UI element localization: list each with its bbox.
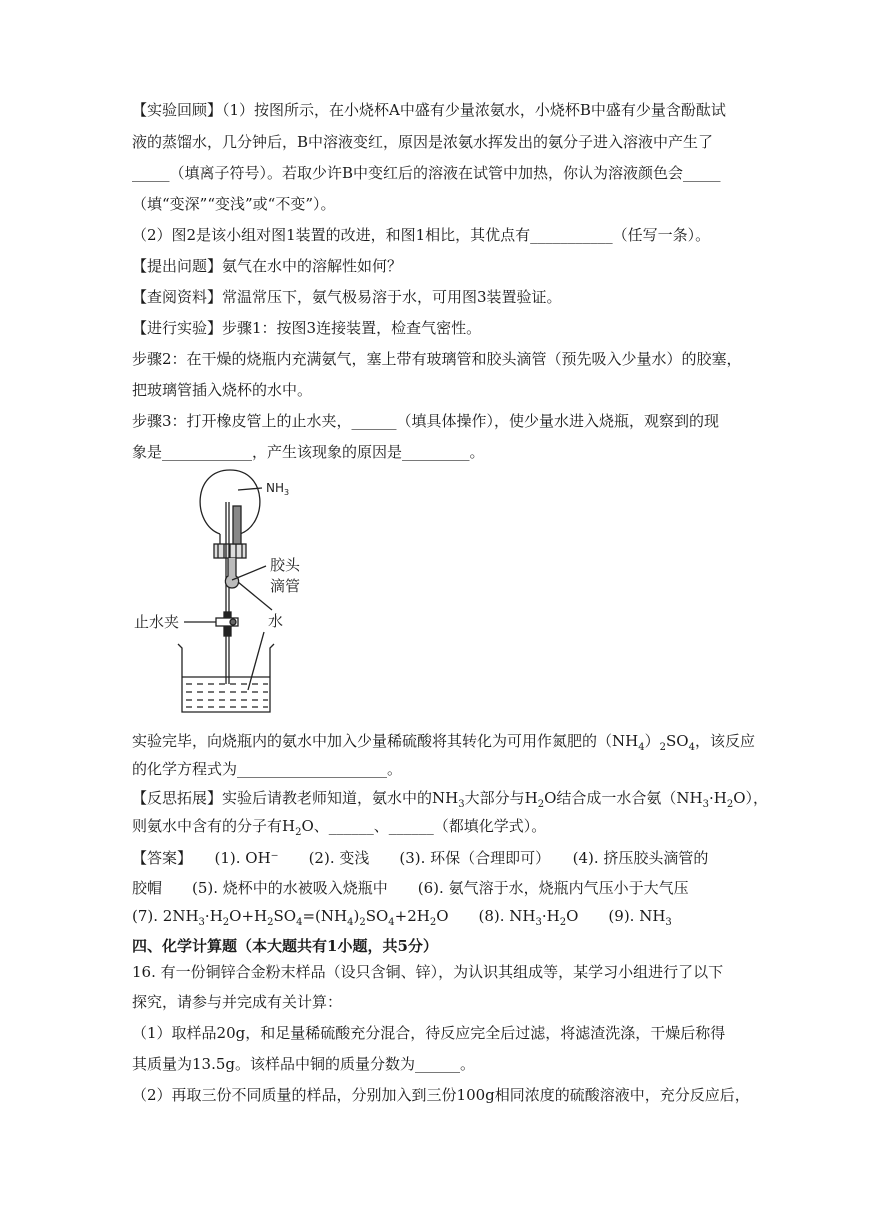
label-clamp: 止水夹 — [134, 613, 180, 631]
q16-line-2: 探究，请参与并完成有关计算： — [132, 993, 343, 1011]
answer-line-2: 胶帽 (5). 烧杯中的水被吸入烧瓶中 (6). 氨气溶于水，烧瓶内气压小于大气压 — [132, 879, 689, 897]
review-line-2: 液的蒸馏水，几分钟后，B中溶液变红，原因是浓氨水挥发出的氨分子进入溶液中产生了 — [132, 133, 714, 151]
step2-line-2: 把玻璃管插入烧杯的水中。 — [132, 381, 313, 399]
dropper-inside — [233, 506, 241, 544]
label-nh3: $NH_3$ — [266, 481, 290, 497]
review-line-4: （填“变深”“变浅”或“不变”）。 — [132, 195, 336, 213]
review-line-3: _____（填离子符号）。若取少许B中变红后的溶液在试管中加热，你认为溶液颜色会_____ — [132, 164, 721, 182]
step2-line-1: 步骤2：在干燥的烧瓶内充满氨气，塞上带有玻璃管和胶头滴管（预先吸入少量水）的胶塞， — [132, 350, 742, 368]
label-dropper-2: 滴管 — [270, 577, 301, 595]
question-line: 【提出问题】氨气在水中的溶解性如何？ — [132, 257, 403, 275]
step1-line: 【进行实验】步骤1：按图3连接装置，检查气密性。 — [132, 319, 482, 337]
section-4-heading: 四、化学计算题（本大题共有1小题，共5分） — [132, 937, 438, 955]
review-line-5: （2）图2是该小组对图1装置的改进，和图1相比，其优点有___________（任写一条）。 — [132, 226, 711, 244]
reflect-line-2: 则氨水中含有的分子有$H_2O$、______、______（都填化学式）。 — [132, 817, 547, 838]
after-line-1: 实验完毕，向烧瓶内的氨水中加入少量稀硫酸将其转化为可用作氮肥的$(NH_4)_2SO_4$，该反应 — [132, 732, 755, 753]
label-dropper-1: 胶头 — [270, 556, 301, 574]
after-line-2: 的化学方程式为____________________。 — [132, 760, 403, 778]
q16-line-3: （1）取样品20g，和足量稀硫酸充分混合，待反应完全后过滤，将滤渣洗涤，干燥后称得 — [132, 1024, 726, 1042]
reference-line: 【查阅资料】常温常压下，氨气极易溶于水，可用图3装置验证。 — [132, 288, 562, 306]
q16-line-5: （2）再取三份不同质量的样品，分别加入到三份100g相同浓度的硫酸溶液中，充分反应后， — [132, 1086, 750, 1104]
answer-line-1: 【答案】 (1). OH⁻ (2). 变浅 (3). 环保（合理即可） (4). 挤压胶头滴管的 — [132, 849, 709, 867]
fountain-apparatus-figure — [132, 462, 322, 722]
reflect-line-1: 【反思拓展】实验后请教老师知道，氨水中的$NH_3$大部分与$H_2O$结合成一水合氨$(NH_3\cdot H_2O)$， — [132, 789, 768, 810]
q16-line-4: 其质量为13.5g。该样品中铜的质量分数为______。 — [132, 1055, 476, 1073]
q16-line-1: 16. 有一份铜锌合金粉末样品（设只含铜、锌），为认识其组成等，某学习小组进行了以下 — [132, 963, 724, 981]
review-line-1: 【实验回顾】（1）按图所示，在小烧杯A中盛有少量浓氨水，小烧杯B中盛有少量含酚酞试 — [132, 101, 726, 119]
step3-line-1: 步骤3：打开橡皮管上的止水夹，______（填具体操作），使少量水进入烧瓶，观察到的现 — [132, 412, 720, 430]
dropper-bulb — [225, 558, 238, 588]
label-water: 水 — [268, 612, 284, 630]
answer-line-3: (7). $2NH_3\cdot H_2O+H_2SO_4=(NH_4)_2SO_4+2H_2O$ (8). $NH_3\cdot H_2O$ (9). $NH_3$ — [132, 907, 672, 928]
step3-line-2: 象是____________，产生该现象的原因是_________。 — [132, 443, 485, 461]
flask-bulb — [200, 470, 260, 534]
